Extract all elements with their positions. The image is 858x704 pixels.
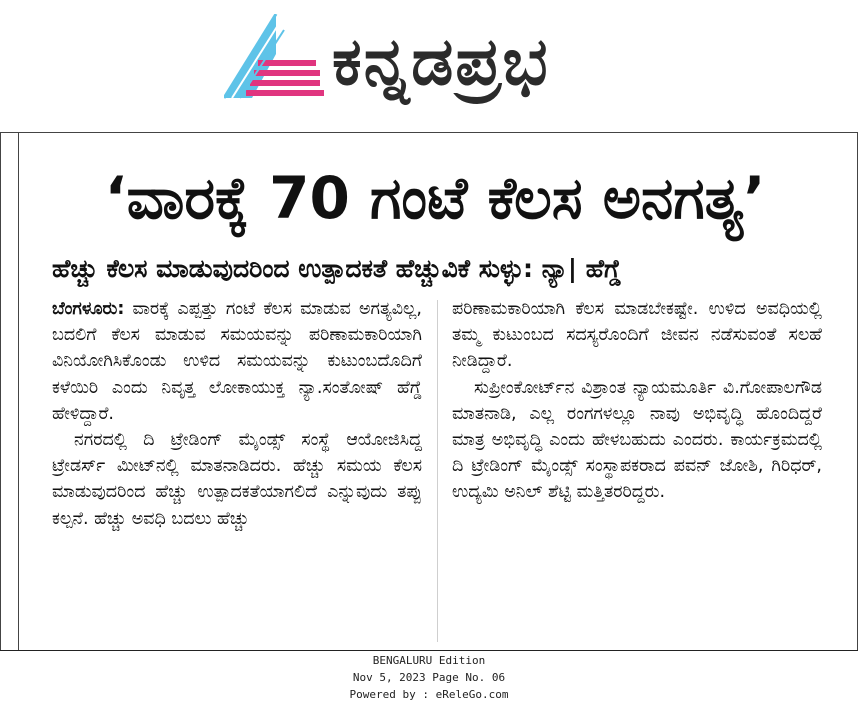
masthead-title: ಕನ್ನಡಪ್ರಭ bbox=[332, 23, 550, 100]
frame-inner-left-border bbox=[18, 132, 19, 650]
frame-bottom-border bbox=[0, 650, 858, 651]
footer-date-page: Nov 5, 2023 Page No. 06 bbox=[352, 671, 506, 684]
article-paragraph: ಪರಿಣಾಮಕಾರಿಯಾಗಿ ಕೆಲಸ ಮಾಡಬೇಕಷ್ಟೇ. ಉಳಿದ ಅವಧಿಯಲ್ಲಿ ತಮ್ಮ ಕುಟುಂಬದ ಸದಸ್ಯರೊಂದಿಗೆ ಜೀವನ ನಡೆಸುವಂತೆ ಸಲಹೆ ನೀಡಿದ್ದಾರೆ. bbox=[452, 299, 822, 372]
footer-edition: BENGALURU Edition bbox=[372, 654, 486, 667]
article-paragraph bbox=[52, 296, 422, 427]
column-divider bbox=[437, 300, 438, 642]
frame-top-border bbox=[0, 132, 858, 133]
article-column-right bbox=[452, 296, 822, 506]
article-headline: ‘ವಾರಕ್ಕೆ 70 ಗಂಟೆ ಕೆಲಸ ಅನಗತ್ಯ’ bbox=[104, 164, 766, 232]
masthead bbox=[0, 0, 858, 120]
footer-powered-by: Powered by : eReleGo.com bbox=[349, 688, 509, 701]
frame-left-border bbox=[0, 132, 1, 650]
article-paragraph: ಸುಪ್ರೀಂಕೋರ್ಟ್‌ನ ವಿಶ್ರಾಂತ ನ್ಯಾಯಮೂರ್ತಿ ವಿ.ಗೋಪಾಲಗೌಡ ಮಾತನಾಡಿ, ಎಲ್ಲ ರಂಗಗಳಲ್ಲೂ ನಾವು ಅಭಿವೃದ್ಧಿ ಹೊಂದಿದ್ದರೆ ಮಾತ್ರ ಅಭಿವೃದ್ಧಿ ಎಂದು ಹೇಳಬಹುದು ಎಂದರು. ಕಾರ್ಯಕ್ರಮದಲ್ಲಿ ದಿ ಟ್ರೇಡಿಂಗ್ ಮೈಂಡ್ಸ್ ಸಂಸ್ಥಾಪಕರಾದ ಪವನ್ ಜೋಶಿ, ಗಿರಿಧರ್, ಉದ್ಯಮಿ ಅನಿಲ್ ಶೆಟ್ಟಿ ಮತ್ತಿತರರಿದ್ದರು. bbox=[452, 377, 822, 503]
page-footer bbox=[0, 652, 858, 703]
dateline: ಬೆಂಗಳೂರು: bbox=[52, 299, 125, 319]
article-subhead: ಹೆಚ್ಚು ಕೆಲಸ ಮಾಡುವುದರಿಂದ ಉತ್ಪಾದಕತೆ ಹೆಚ್ಚುವಿಕೆ ಸುಳ್ಳು: ನ್ಯಾ| ಹೆಗ್ಡೆ bbox=[52, 254, 622, 283]
paragraph-text: ವಾರಕ್ಕೆ ಎಪ್ಪತ್ತು ಗಂಟೆ ಕೆಲಸ ಮಾಡುವ ಅಗತ್ಯವಿಲ್ಲ, ಬದಲಿಗೆ ಕೆಲಸ ಮಾಡುವ ಸಮಯವನ್ನು ಪರಿಣಾಮಕಾರಿಯಾಗಿ ವಿನಿಯೋಗಿಸಿಕೊಂಡು ಉಳಿದ ಸಮಯವನ್ನು ಕುಟುಂಬದೊದಿಗೆ ಕಳೆಯಿರಿ ಎಂದು ನಿವೃತ್ತ ಲೋಕಾಯುಕ್ತ ನ್ಯಾ.ಸಂತೋಷ್ ಹೆಗ್ಡೆ ಹೇಳಿದ್ದಾರೆ. bbox=[52, 299, 422, 424]
article-paragraph: ನಗರದಲ್ಲಿ ದಿ ಟ್ರೇಡಿಂಗ್ ಮೈಂಡ್ಸ್ ಸಂಸ್ಥೆ ಆಯೋಜಿಸಿದ್ದ ಟ್ರೇಡರ್ಸ್ ಮೀಟ್‌ನಲ್ಲಿ ಮಾತನಾಡಿದರು. ಹೆಚ್ಚು ಸಮಯ ಕೆಲಸ ಮಾಡುವುದರಿಂದ ಹೆಚ್ಚು ಉತ್ಪಾದಕತೆಯಾಗಲಿದೆ ಎನ್ನುವುದು ತಪ್ಪು ಕಲ್ಪನೆ. ಹೆಚ್ಚು ಅವಧಿ ಬದಲು ಹೆಚ್ಚು bbox=[52, 430, 422, 529]
stacked-triangle-logo-icon bbox=[224, 14, 326, 100]
article-column-left bbox=[52, 296, 422, 532]
